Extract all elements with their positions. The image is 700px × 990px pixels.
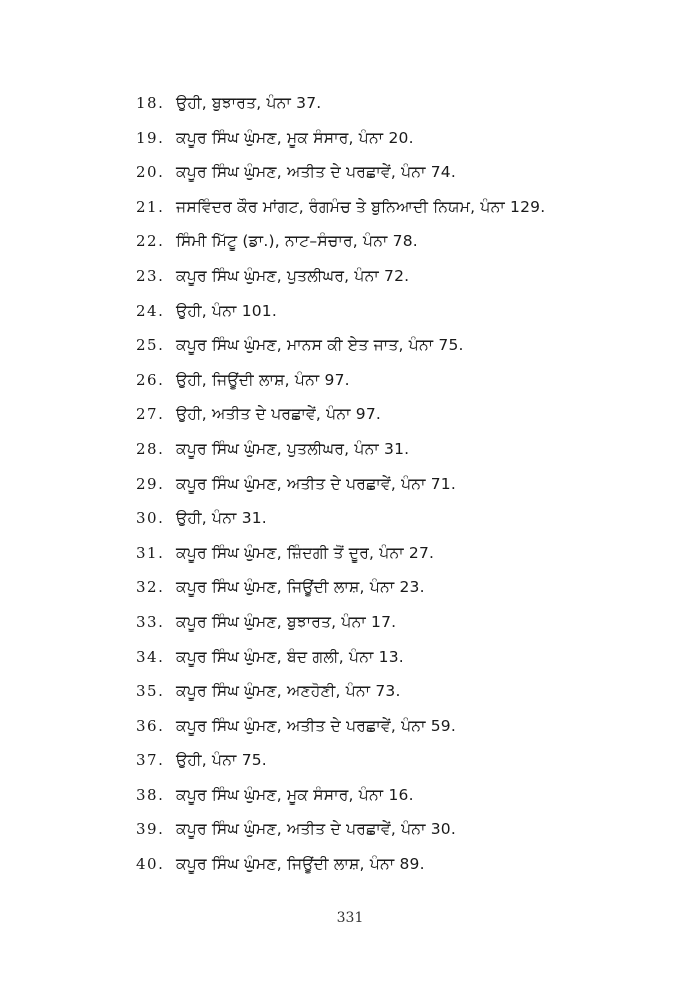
endnote-number: 31. — [136, 543, 165, 562]
endnote-text: ਕਪੂਰ ਸਿੰਘ ਘੁੰਮਣ, ਅਤੀਤ ਦੇ ਪਰਛਾਵੇਂ, ਪੰਨਾ 59. — [176, 716, 456, 735]
endnote-number: 18. — [136, 94, 165, 112]
endnote-item — [136, 646, 545, 681]
endnote-text: ਜਸਵਿੰਦਰ ਕੌਰ ਮਾਂਗਟ, ਰੰਗਮੰਚ ਤੇ ਬੁਨਿਆਦੀ ਨਿਯਮ, ਪੰਨਾ 129. — [176, 197, 546, 216]
endnote-item — [136, 749, 545, 784]
endnote-text: ਕਪੂਰ ਸਿੰਘ ਘੁੰਮਣ, ਅਤੀਤ ਦੇ ਪਰਛਾਵੇਂ, ਪੰਨਾ 74. — [176, 163, 456, 182]
endnote-text: ਉਹੀ, ਪੰਨਾ 75. — [176, 751, 267, 770]
endnote-item — [136, 265, 545, 300]
endnote-number: 19. — [136, 128, 165, 147]
endnote-item — [136, 473, 545, 508]
endnote-item — [136, 611, 545, 646]
endnote-text: ਕਪੂਰ ਸਿੰਘ ਘੁੰਮਣ, ਪੁਤਲੀਘਰ, ਪੰਨਾ 31. — [176, 439, 410, 458]
endnote-item — [136, 369, 545, 404]
endnote-number: 27. — [136, 405, 165, 424]
endnote-item — [136, 576, 545, 611]
endnote-text: ਉਹੀ, ਬੁਝਾਰਤ, ਪੰਨਾ 37. — [176, 94, 322, 112]
endnote-item — [136, 161, 545, 196]
endnote-item — [136, 127, 545, 162]
endnote-text: ਉਹੀ, ਪੰਨਾ 101. — [176, 301, 277, 320]
endnote-text: ਕਪੂਰ ਸਿੰਘ ਘੁੰਮਣ, ਜ਼ਿੰਦਗੀ ਤੋਂ ਦੂਰ, ਪੰਨਾ 27. — [176, 543, 435, 562]
endnote-text: ਉਹੀ, ਅਤੀਤ ਦੇ ਪਰਛਾਵੇਂ, ਪੰਨਾ 97. — [176, 405, 382, 424]
endnote-number: 40. — [136, 855, 165, 874]
endnote-text: ਕਪੂਰ ਸਿੰਘ ਘੁੰਮਣ, ਬੁਝਾਰਤ, ਪੰਨਾ 17. — [176, 612, 397, 631]
endnote-number: 24. — [136, 301, 165, 320]
endnote-number: 26. — [136, 370, 165, 389]
endnote-number: 34. — [136, 647, 165, 666]
endnote-number: 29. — [136, 474, 165, 493]
endnote-number: 30. — [136, 509, 165, 528]
endnote-number: 36. — [136, 716, 165, 735]
endnote-number: 35. — [136, 682, 165, 701]
endnote-text: ਕਪੂਰ ਸਿੰਘ ਘੁੰਮਣ, ਅਣਹੋਣੀ, ਪੰਨਾ 73. — [176, 682, 401, 701]
endnote-text: ਕਪੂਰ ਸਿੰਘ ਘੁੰਮਣ, ਅਤੀਤ ਦੇ ਪਰਛਾਵੇਂ, ਪੰਨਾ 71. — [176, 474, 456, 493]
endnote-item — [136, 715, 545, 750]
endnote-item — [136, 92, 545, 127]
endnote-item — [136, 784, 545, 819]
endnote-text: ਕਪੂਰ ਸਿੰਘ ਘੁੰਮਣ, ਮੂਕ ਸੰਸਾਰ, ਪੰਨਾ 20. — [176, 128, 414, 147]
endnote-text: ਕਪੂਰ ਸਿੰਘ ਘੁੰਮਣ, ਜਿਊਂਦੀ ਲਾਸ਼, ਪੰਨਾ 89. — [176, 855, 425, 874]
endnote-number: 39. — [136, 820, 165, 839]
endnote-number: 37. — [136, 751, 165, 770]
endnote-item — [136, 542, 545, 577]
endnote-number: 20. — [136, 163, 165, 182]
endnote-item — [136, 334, 545, 369]
endnote-item — [136, 507, 545, 542]
endnote-text: ਸਿੰਮੀ ਮਿੱਟੂ (ਡਾ.), ਨਾਟ–ਸੰਚਾਰ, ਪੰਨਾ 78. — [176, 232, 418, 251]
endnote-number: 25. — [136, 336, 165, 355]
endnote-item — [136, 230, 545, 265]
endnote-number: 32. — [136, 578, 165, 597]
endnote-item — [136, 403, 545, 438]
endnote-number: 28. — [136, 439, 165, 458]
endnote-text: ਕਪੂਰ ਸਿੰਘ ਘੁੰਮਣ, ਮਾਨਸ ਕੀ ਏਤ ਜਾਤ, ਪੰਨਾ 75. — [176, 336, 464, 355]
endnote-text: ਉਹੀ, ਜਿਊਂਦੀ ਲਾਸ਼, ਪੰਨਾ 97. — [176, 370, 350, 389]
endnote-text: ਕਪੂਰ ਸਿੰਘ ਘੁੰਮਣ, ਪੁਤਲੀਘਰ, ਪੰਨਾ 72. — [176, 266, 410, 285]
page-number: 331 — [336, 910, 364, 926]
endnote-item — [136, 196, 545, 231]
endnote-number: 23. — [136, 266, 165, 285]
endnote-item — [136, 438, 545, 473]
endnote-text: ਕਪੂਰ ਸਿੰਘ ਘੁੰਮਣ, ਅਤੀਤ ਦੇ ਪਰਛਾਵੇਂ, ਪੰਨਾ 30. — [176, 820, 456, 839]
endnote-number: 22. — [136, 232, 165, 251]
endnotes-list — [136, 92, 545, 888]
endnote-item — [136, 818, 545, 853]
endnote-text: ਉਹੀ, ਪੰਨਾ 31. — [176, 509, 267, 528]
endnote-text: ਕਪੂਰ ਸਿੰਘ ਘੁੰਮਣ, ਬੰਦ ਗਲੀ, ਪੰਨਾ 13. — [176, 647, 404, 666]
endnote-item — [136, 853, 545, 888]
endnote-item — [136, 300, 545, 335]
endnote-number: 38. — [136, 785, 165, 804]
endnote-text: ਕਪੂਰ ਸਿੰਘ ਘੁੰਮਣ, ਮੂਕ ਸੰਸਾਰ, ਪੰਨਾ 16. — [176, 785, 414, 804]
endnote-item — [136, 680, 545, 715]
endnote-number: 21. — [136, 197, 165, 216]
endnote-text: ਕਪੂਰ ਸਿੰਘ ਘੁੰਮਣ, ਜਿਊਂਦੀ ਲਾਸ਼, ਪੰਨਾ 23. — [176, 578, 425, 597]
endnote-number: 33. — [136, 612, 165, 631]
